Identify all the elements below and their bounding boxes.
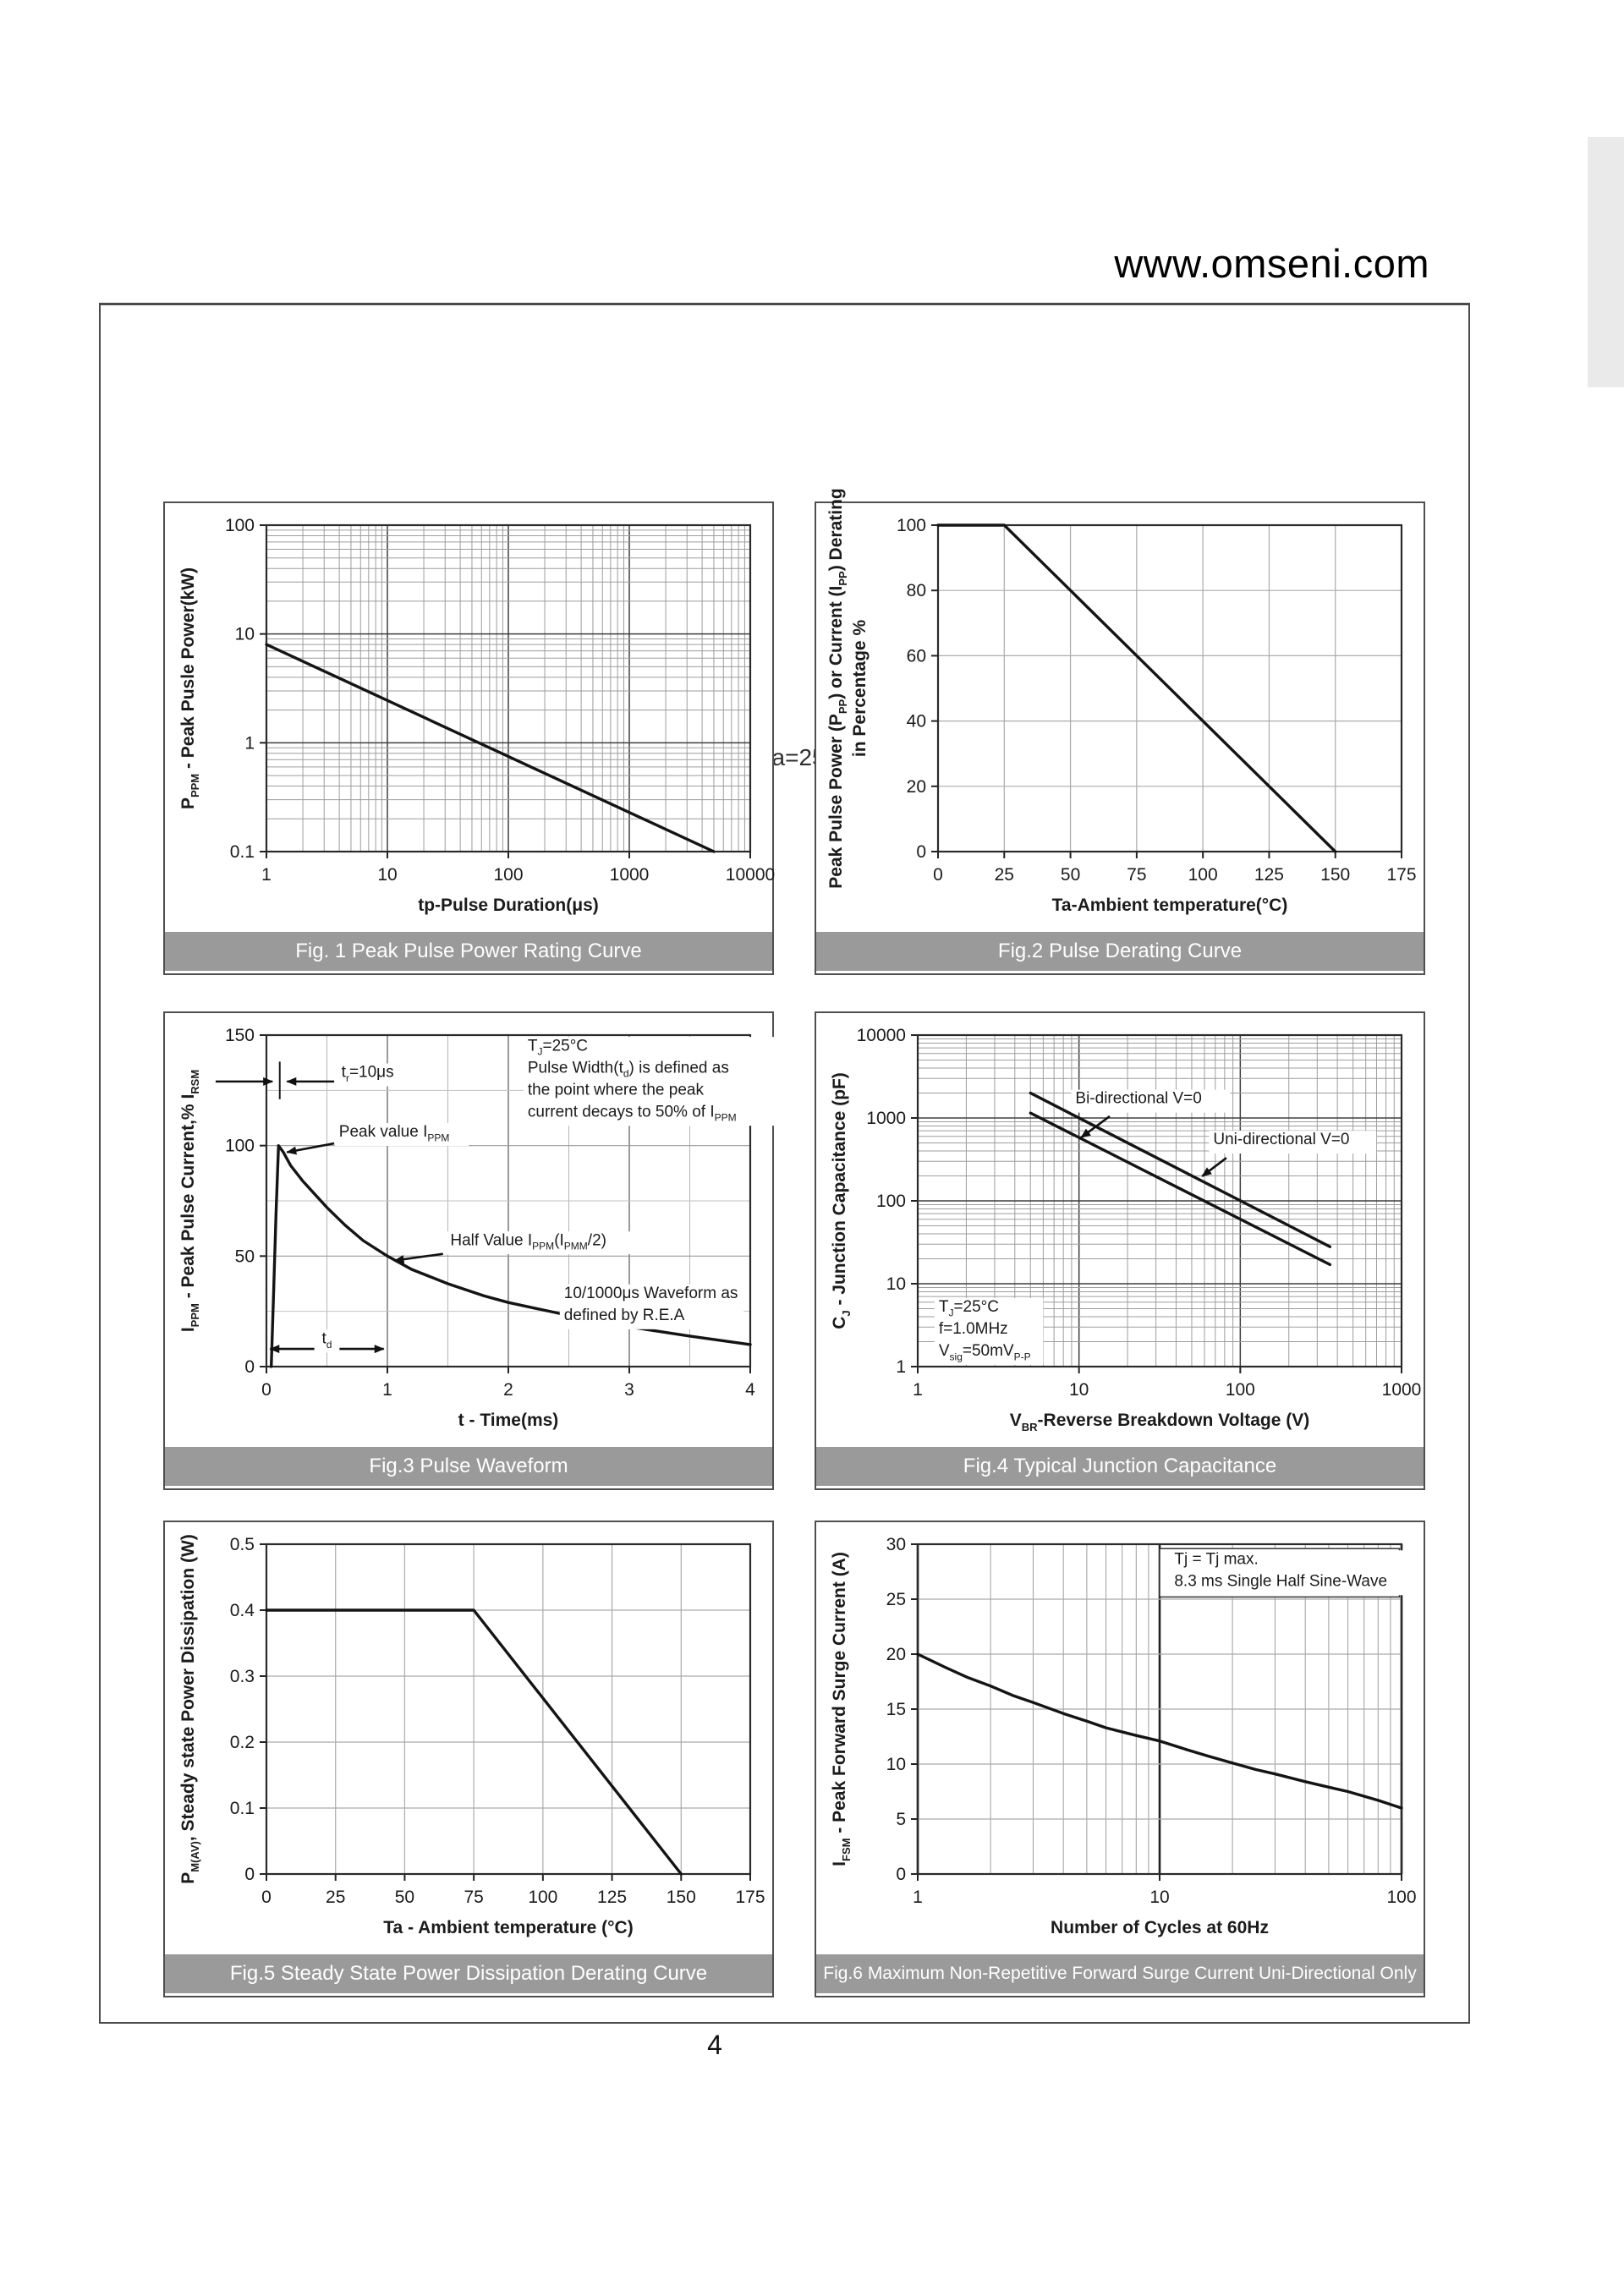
svg-text:125: 125	[1254, 865, 1284, 885]
svg-text:tr=10μs: $t_r=10\mu s$	[341, 1063, 394, 1084]
svg-text:50: 50	[234, 1247, 255, 1267]
svg-text:10: 10	[886, 1755, 906, 1774]
fig3-panel	[163, 1011, 774, 1490]
svg-text:15: 15	[886, 1700, 906, 1719]
svg-text:TJ=25°C: $T_J=25^\circ C$	[527, 1037, 589, 1058]
svg-text:tp-Pulse Duration(μs): tp-Pulse Duration(μs)	[418, 896, 599, 915]
svg-text:10000: 10000	[725, 865, 776, 885]
svg-text:25: 25	[886, 1590, 906, 1609]
svg-text:VBR-Reverse Breakdown Voltage: $V_{BR}$-Reverse Breakdown Voltage (V)	[1009, 1411, 1310, 1433]
fig4-chart	[816, 1013, 1424, 1444]
svg-text:10: 10	[1149, 1888, 1170, 1907]
svg-text:Ta - Ambient temperature (°C): Ta - Ambient temperature (°C)	[383, 1918, 634, 1937]
svg-text:0.5: 0.5	[229, 1535, 255, 1554]
svg-text:150: 150	[224, 1026, 255, 1045]
svg-text:IPPM - Peak Pulse Current,% IR: $I_{PPM}$ - Peak Pulse Current,% $I_{RSM}$	[178, 1069, 201, 1333]
svg-text:1: 1	[913, 1380, 923, 1400]
page-number: 4	[707, 2030, 722, 2060]
svg-text:4: 4	[745, 1380, 755, 1400]
svg-text:0: 0	[261, 1888, 272, 1907]
svg-text:0.1: 0.1	[229, 1799, 255, 1818]
svg-text:1: 1	[382, 1380, 392, 1400]
svg-text:1: 1	[913, 1888, 923, 1907]
fig2-caption: Fig.2 Pulse Derating Curve	[816, 932, 1424, 971]
svg-text:0.3: 0.3	[229, 1667, 255, 1686]
svg-text:75: 75	[1127, 865, 1147, 885]
fig1-panel	[163, 501, 774, 975]
fig5-caption: Fig.5 Steady State Power Dissipation Derating Curve	[165, 1954, 772, 1993]
svg-text:100: 100	[1188, 865, 1218, 885]
svg-text:1: 1	[261, 865, 272, 885]
svg-text:75: 75	[464, 1888, 484, 1907]
svg-text:10: 10	[234, 624, 255, 644]
svg-text:100: 100	[493, 865, 524, 885]
svg-text:100: 100	[875, 1192, 906, 1211]
svg-text:125: 125	[597, 1888, 628, 1907]
svg-text:0: 0	[244, 1357, 255, 1377]
svg-text:100: 100	[1225, 1380, 1255, 1400]
svg-text:100: 100	[224, 516, 255, 535]
svg-text:current decays to 50% of IPPM: current decays to 50% of $I_{PPM}$	[527, 1103, 737, 1124]
svg-text:8.3 ms Single Half Sine-Wave: 8.3 ms Single Half Sine-Wave	[1174, 1572, 1388, 1591]
svg-text:Ta-Ambient temperature(°C): Ta-Ambient temperature(°C)	[1051, 896, 1288, 915]
svg-text:100: 100	[1386, 1888, 1417, 1907]
svg-text:100: 100	[896, 516, 926, 535]
svg-text:the point where the peak: the point where the peak	[527, 1081, 704, 1099]
fig4-panel	[815, 1011, 1425, 1490]
svg-text:3: 3	[624, 1380, 634, 1400]
svg-text:IFSM - Peak Forward Surge Curr: $I_{FSM}$ - Peak Forward Surge Current (A)	[830, 1552, 853, 1866]
svg-text:0.4: 0.4	[229, 1601, 255, 1620]
svg-text:Pulse Width(td) is defined as: Pulse $Width(t_d)$ is defined as	[527, 1059, 729, 1080]
svg-text:Peak Pulse Power (PPP) or Curr: Peak Pulse Power $(P_{PP})$ or Current $(I_{PP})$ Derating	[826, 488, 849, 889]
svg-text:5: 5	[896, 1810, 906, 1829]
svg-text:30: 30	[886, 1535, 906, 1554]
fig6-chart	[816, 1522, 1424, 1952]
fig6-caption: Fig.6 Maximum Non-Repetitive Forward Surge Current Uni-Directional Only	[816, 1954, 1424, 1993]
svg-text:0: 0	[244, 1865, 255, 1884]
svg-text:TJ=25°C: $T_J=25^\circ C$	[938, 1298, 1000, 1319]
svg-text:25: 25	[994, 865, 1014, 885]
svg-text:40: 40	[906, 711, 926, 732]
svg-text:Vsig=50mVP-P: $V_{sig}=50mV_{P-P}$	[938, 1342, 1031, 1363]
page-title-note: (Ta=25℃	[752, 744, 853, 770]
svg-text:175: 175	[1386, 865, 1417, 885]
svg-text:Bi-directional V=0: Bi-directional V=0	[1075, 1089, 1202, 1108]
svg-text:20: 20	[886, 1645, 906, 1664]
fig3-caption: Fig.3 Pulse Waveform	[165, 1447, 772, 1486]
svg-text:100: 100	[528, 1888, 558, 1907]
svg-text:CJ - Junction Capacitance (pF): $C_J$ - Junction Capacitance (pF)	[830, 1072, 853, 1329]
svg-text:Number of Cycles at 60Hz: Number of Cycles at 60Hz	[1051, 1918, 1269, 1937]
svg-text:25: 25	[326, 1888, 346, 1907]
content-box	[99, 303, 1470, 2024]
svg-text:10/1000μs Waveform as: 10/1000μs Waveform as	[563, 1284, 738, 1302]
fig5-chart	[165, 1522, 772, 1952]
svg-text:100: 100	[224, 1136, 255, 1156]
svg-text:defined by R.E.A: defined by R.E.A	[563, 1306, 685, 1324]
svg-text:0: 0	[261, 1380, 272, 1400]
svg-text:80: 80	[906, 581, 926, 601]
svg-text:0: 0	[916, 842, 926, 862]
fig2-panel	[815, 488, 1425, 975]
svg-text:f=1.0MHz: f=1.0MHz	[938, 1320, 1008, 1339]
svg-text:2: 2	[503, 1380, 513, 1400]
fig5-panel	[163, 1521, 774, 1997]
site-url: www.omseni.com	[1114, 241, 1429, 286]
svg-text:1000: 1000	[866, 1109, 906, 1128]
svg-text:PM(AV), Steady state Power Dis: $P_{M(AV)}$, Steady state Power Dissipation (W)	[178, 1534, 201, 1884]
svg-text:175: 175	[735, 1888, 765, 1907]
svg-text:0.1: 0.1	[229, 842, 255, 862]
svg-text:Uni-directional V=0: Uni-directional V=0	[1213, 1131, 1350, 1149]
fig1-chart	[165, 503, 776, 929]
svg-text:t - Time(ms): t - Time(ms)	[458, 1411, 559, 1430]
svg-text:0.2: 0.2	[229, 1733, 255, 1752]
svg-text:20: 20	[906, 776, 926, 797]
fig3-chart	[165, 1013, 772, 1444]
svg-text:10: 10	[1068, 1380, 1089, 1400]
svg-text:Tj = Tj max.: Tj = Tj max.	[1174, 1550, 1259, 1569]
fig2-chart	[816, 488, 1424, 929]
fig4-caption: Fig.4 Typical Junction Capacitance	[816, 1447, 1424, 1486]
svg-text:Half Value IPPM(IPMM/2): Half Value $I_{PPM}(I_{PMM}/2)$	[450, 1231, 606, 1252]
svg-text:150: 150	[666, 1888, 696, 1907]
svg-text:1: 1	[896, 1357, 906, 1377]
svg-text:10: 10	[886, 1274, 906, 1294]
svg-text:10000: 10000	[856, 1026, 906, 1045]
svg-text:50: 50	[394, 1888, 415, 1907]
svg-text:1: 1	[244, 733, 255, 753]
svg-text:0: 0	[933, 865, 943, 885]
svg-text:1000: 1000	[1381, 1380, 1422, 1400]
svg-text:60: 60	[906, 646, 926, 666]
svg-text:Peak value IPPM: Peak value $I_{PPM}$	[338, 1123, 450, 1144]
svg-text:1000: 1000	[609, 865, 650, 885]
svg-text:10: 10	[377, 865, 398, 885]
svg-text:PPPM - Peak Pusle Power(kW): $P_{PPM}$ - Peak Pusle Power(kW)	[178, 567, 201, 810]
scan-artifact	[1588, 137, 1624, 387]
svg-text:50: 50	[1060, 865, 1081, 885]
svg-text:in Percentage %: in Percentage %	[850, 619, 870, 758]
svg-text:0: 0	[896, 1865, 906, 1884]
fig6-panel	[815, 1521, 1425, 1997]
svg-text:150: 150	[1320, 865, 1351, 885]
fig1-caption: Fig. 1 Peak Pulse Power Rating Curve	[165, 932, 772, 971]
svg-text:td: $t_d$	[321, 1329, 332, 1351]
